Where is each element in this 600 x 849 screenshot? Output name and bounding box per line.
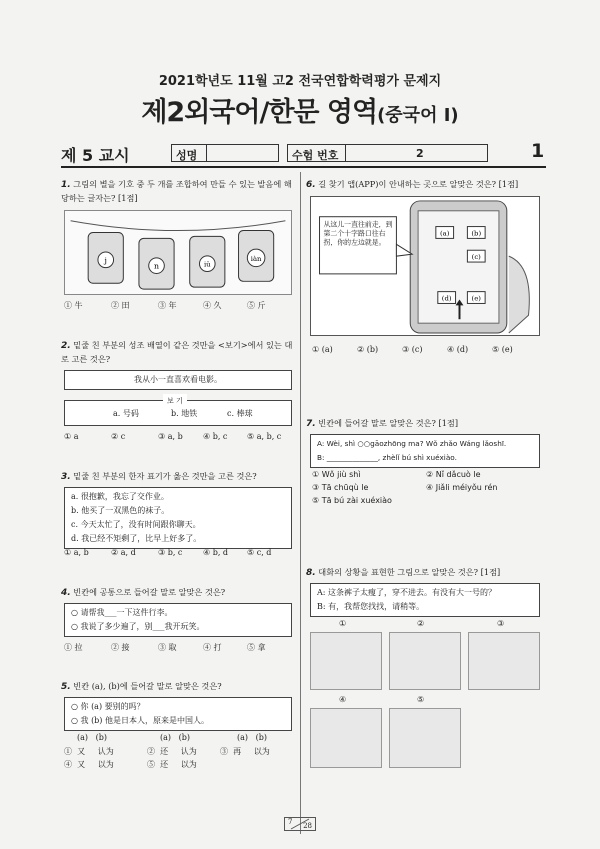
map-label-c: (c)	[471, 253, 481, 262]
q5-choice-4[interactable]: ④ 又 以为	[64, 760, 114, 769]
q8-picture-3[interactable]	[468, 632, 540, 690]
q7-choice-3[interactable]: ③ Tā chūqù le	[312, 483, 369, 492]
map-label-b: (b)	[471, 229, 482, 238]
q1-lantern-picture	[64, 210, 292, 295]
q6-choice-3[interactable]: ③ (c)	[402, 345, 423, 354]
lantern-label-4: iàn	[250, 254, 262, 263]
q5-col-header-2: (a) (b)	[160, 733, 191, 742]
q3-choice-5[interactable]: ⑤ c, d	[247, 548, 272, 557]
column-divider	[300, 172, 301, 834]
q6-stem: 6. 길 찾기 앱(APP)이 안내하는 곳으로 알맞은 것은? [1점]	[306, 179, 519, 190]
q7-choice-2[interactable]: ② Nǐ dǎcuò le	[426, 470, 481, 479]
q8-pic-num-2: ②	[417, 619, 425, 628]
header-row	[61, 141, 546, 165]
q5-col-header-3: (a) (b)	[237, 733, 268, 742]
q2-choice-1[interactable]: ① a	[64, 432, 79, 441]
q3-item-c: c. 今天太忙了，没有时间跟你聊天。	[71, 520, 201, 529]
q5-choice-5[interactable]: ⑤ 还 以为	[147, 760, 197, 769]
q5-item-1: ○ 你 (a) 要别的吗？	[71, 702, 145, 711]
q8-pic-num-4: ④	[339, 695, 347, 704]
map-label-d: (d)	[441, 294, 452, 303]
map-label-a: (a)	[439, 229, 450, 238]
footer-total: 28	[303, 822, 312, 830]
footer-page-counter	[284, 817, 316, 831]
exam-number-digit: 2	[416, 147, 424, 160]
q3-stem: 3. 밑줄 친 부분의 한자 표기가 옳은 것만을 고른 것은?	[61, 471, 257, 482]
q7-line-b: B: ______________, zhèlǐ bú shì xuéxiào.	[317, 453, 457, 462]
q7-choice-4[interactable]: ④ Jiǎli méiyǒu rén	[426, 483, 498, 492]
q6-speech-bubble: 从这儿一直往前走，到第二个十字路口往右拐，你的左边就是。	[323, 220, 393, 247]
q2-bogi-box	[64, 397, 292, 426]
bogi-b: b. 地铁	[171, 409, 198, 418]
bogi-title: 보 기	[163, 394, 187, 408]
q2-choice-5[interactable]: ⑤ a, b, c	[247, 432, 282, 441]
q1-choice-2[interactable]: ② 田	[111, 301, 130, 310]
exam-number-box[interactable]	[287, 144, 488, 162]
q4-item-2: ○ 我说了多少遍了，别___我开玩笑。	[71, 622, 205, 631]
q8-stem: 8. 대화의 상황을 표현한 그림으로 알맞은 것은? [1점]	[306, 567, 501, 578]
footer-page: 7	[288, 818, 293, 826]
q8-pic-num-5: ⑤	[417, 695, 425, 704]
q3-choice-3[interactable]: ③ b, c	[158, 548, 183, 557]
q6-choice-1[interactable]: ① (a)	[312, 345, 333, 354]
q7-dialogue-box	[310, 434, 540, 468]
name-box[interactable]	[171, 144, 279, 162]
lantern-2	[139, 238, 174, 289]
q1-stem: 1. 그림의 별을 기호 중 두 개를 조합하여 만들 수 있는 발음에 해당하는 글자는? [1점]	[61, 179, 292, 203]
q4-choice-4[interactable]: ④ 打	[203, 643, 222, 652]
exam-number-label: 수험 번호	[292, 149, 339, 162]
q4-stem: 4. 빈칸에 공통으로 들어갈 말로 알맞은 것은?	[61, 587, 226, 598]
lantern-4	[239, 231, 274, 282]
q5-stem: 5. 빈칸 (a), (b)에 들어갈 말로 알맞은 것은?	[61, 681, 222, 692]
q5-item-box	[64, 697, 292, 731]
q4-item-box	[64, 603, 292, 637]
q5-choice-3[interactable]: ③ 再 以为	[220, 747, 270, 756]
exam-title	[0, 90, 600, 129]
q8-dialogue-box	[310, 583, 540, 617]
q5-item-2: ○ 我 (b) 他是日本人，原来是中国人。	[71, 716, 209, 725]
q8-line-a: A: 这条裤子太瘦了，穿不进去。有没有大一号的？	[317, 588, 497, 597]
q2-choice-2[interactable]: ② c	[111, 432, 126, 441]
q6-map-picture	[310, 196, 540, 336]
title-sub: (중국어 Ⅰ)	[377, 105, 459, 126]
q8-picture-4[interactable]	[310, 708, 382, 768]
q5-choice-1[interactable]: ① 又 认为	[64, 747, 114, 756]
bogi-a: a. 号码	[113, 409, 139, 418]
map-label-e: (e)	[471, 294, 481, 303]
q8-pic-num-3: ③	[497, 619, 505, 628]
q1-choice-5[interactable]: ⑤ 斤	[247, 301, 266, 310]
q6-choice-4[interactable]: ④ (d)	[447, 345, 469, 354]
q4-choice-5[interactable]: ⑤ 拿	[247, 643, 266, 652]
bogi-c: c. 棒球	[227, 409, 253, 418]
q6-choice-2[interactable]: ② (b)	[357, 345, 379, 354]
q4-item-1: ○ 请帮我___一下这件行李。	[71, 608, 173, 617]
q4-choice-3[interactable]: ③ 取	[158, 643, 177, 652]
q5-choice-2[interactable]: ② 还 认为	[147, 747, 197, 756]
q3-item-d: d. 我已经不矩剩了，比早上好多了。	[71, 534, 202, 543]
q3-item-box	[64, 487, 292, 549]
q5-col-header-1: (a) (b)	[77, 733, 108, 742]
period-label: 제 5 교시	[61, 146, 130, 165]
q1-choice-1[interactable]: ① 牛	[64, 301, 83, 310]
q3-item-a: a. 很抱歉，我忘了交作业。	[71, 492, 169, 501]
q2-choice-3[interactable]: ③ a, b	[158, 432, 183, 441]
name-label: 성명	[176, 149, 198, 162]
q3-choice-4[interactable]: ④ b, d	[203, 548, 229, 557]
q3-choice-2[interactable]: ② a, d	[111, 548, 136, 557]
q8-picture-2[interactable]	[389, 632, 461, 690]
q7-choice-1[interactable]: ① Wǒ jiù shì	[312, 470, 361, 479]
q1-choice-4[interactable]: ④ 久	[203, 301, 222, 310]
page-number: 1	[531, 140, 545, 162]
q8-picture-5[interactable]	[389, 708, 461, 768]
title-main: 제2외국어/한문 영역	[141, 97, 378, 128]
q2-sentence-box: 我从小一直喜欢看电影。	[64, 370, 292, 390]
q4-choice-2[interactable]: ② 接	[111, 643, 130, 652]
q7-stem: 7. 빈칸에 들어갈 말로 알맞은 것은? [1점]	[306, 418, 459, 429]
q8-line-b: B: 有，我帮您找找，请稍等。	[317, 602, 425, 611]
q1-choice-3[interactable]: ③ 年	[158, 301, 177, 310]
header-rule	[61, 166, 546, 168]
q4-choice-1[interactable]: ① 拉	[64, 643, 83, 652]
q2-stem: 2. 밑줄 친 부분의 성조 배열이 같은 것만을 <보기>에서 있는 대로 고른 것은?	[61, 340, 293, 364]
exam-super-title: 2021학년도 11월 고2 전국연합학력평가 문제지	[158, 74, 442, 89]
q7-choice-5[interactable]: ⑤ Tā bú zài xuéxiào	[312, 496, 392, 505]
lantern-label-3: iǔ	[203, 260, 211, 269]
q7-line-a: A: Wèi, shì ○○gāozhōng ma? Wǒ zhǎo Wáng lǎoshī.	[317, 439, 507, 448]
q8-picture-1[interactable]	[310, 632, 382, 690]
q8-pic-num-1: ①	[339, 619, 347, 628]
lantern-label-2: n	[154, 261, 160, 271]
q3-item-b: b. 他买了一双黑色的袜子。	[71, 506, 170, 515]
lantern-3	[190, 236, 225, 287]
lantern-label-1: j	[104, 255, 107, 265]
lantern-1	[88, 232, 123, 283]
q2-choice-4[interactable]: ④ b, c	[203, 432, 228, 441]
q3-choice-1[interactable]: ① a, b	[64, 548, 89, 557]
q6-choice-5[interactable]: ⑤ (e)	[492, 345, 513, 354]
